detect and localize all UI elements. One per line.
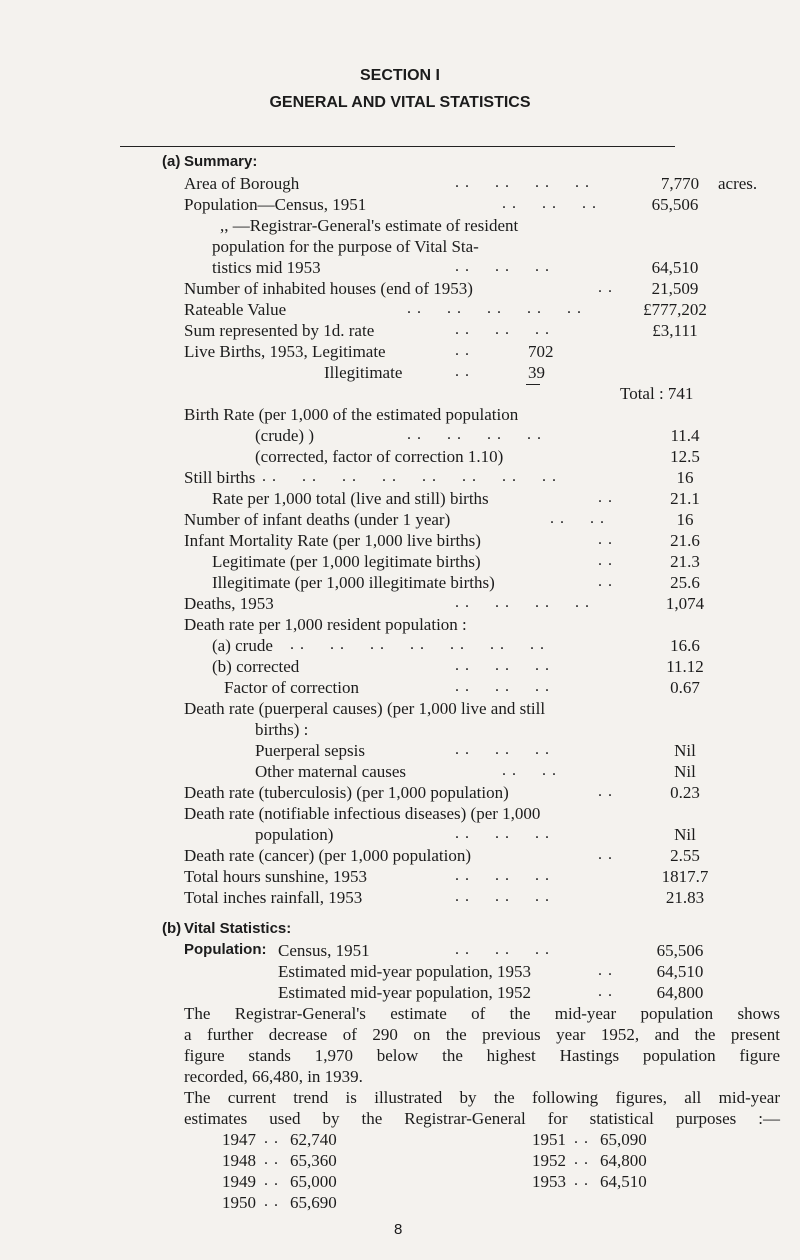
row-label: Death rate (cancer) (per 1,000 population): [184, 846, 471, 865]
row-value: 0.23: [670, 783, 700, 802]
leader-dots: . .: [264, 1193, 279, 1210]
vital-heading: Vital Statistics:: [184, 920, 292, 937]
row-label: Population—Census, 1951: [184, 195, 367, 214]
row-value: 1817.7: [661, 867, 709, 886]
row-label: Infant Mortality Rate (per 1,000 live births): [184, 531, 481, 550]
leader-dots: . . . . . .: [455, 888, 550, 905]
summary-heading: Summary:: [184, 153, 258, 170]
year-label: 1953: [532, 1172, 566, 1191]
row-label: (b) corrected: [212, 657, 300, 676]
leader-dots: . . . . . . . . . . . . . .: [290, 636, 545, 653]
row-label: births) :: [255, 720, 309, 739]
leader-dots: . .: [455, 363, 470, 380]
year-label: 1950: [222, 1193, 256, 1212]
row-value: 64,800: [656, 983, 704, 1002]
year-value: 64,510: [600, 1172, 647, 1191]
leader-dots: . . . . . . . .: [455, 594, 590, 611]
leader-dots: . . . . . . . . . .: [407, 300, 582, 317]
row-label: Death rate per 1,000 resident population :: [184, 615, 467, 634]
leader-dots: . .: [598, 983, 613, 1000]
leader-dots: . .: [574, 1130, 589, 1147]
row-label: Death rate (notifiable infectious diseases) (per 1,000: [184, 804, 541, 823]
row-label: Rateable Value: [184, 300, 287, 319]
leader-dots: . . . . . .: [455, 941, 550, 958]
leader-dots: . . . . . .: [455, 741, 550, 758]
row-value: 0.67: [670, 678, 700, 697]
row-label: Estimated mid-year population, 1952: [278, 983, 532, 1002]
row-label: Census, 1951: [278, 941, 370, 960]
leader-dots: . . . . . .: [455, 321, 550, 338]
leader-dots: . .: [455, 342, 470, 359]
row-label: Puerperal sepsis: [255, 741, 366, 760]
year-value: 64,800: [600, 1151, 647, 1170]
leader-dots: . . . . . .: [455, 678, 550, 695]
row-label: Other maternal causes: [255, 762, 407, 781]
row-label: Total hours sunshine, 1953: [184, 867, 367, 886]
row-label: ,, —Registrar-General's estimate of resident: [220, 216, 519, 235]
row-value: 12.5: [670, 447, 700, 466]
year-value: 65,000: [290, 1172, 337, 1191]
leader-dots: . .: [264, 1151, 279, 1168]
leader-dots: . . . . . .: [502, 195, 597, 212]
leader-dots: . . . . . .: [455, 825, 550, 842]
row-value: 2.55: [670, 846, 700, 865]
row-value: 64,510: [656, 962, 704, 981]
leader-dots: . . . . . . . . . . . . . . . .: [262, 468, 557, 485]
paragraph-line: estimates used by the Registrar-General for statistical purposes :—: [184, 1109, 780, 1128]
row-value: 65,506: [651, 195, 699, 214]
row-value: 11.12: [666, 657, 704, 676]
year-label: 1952: [532, 1151, 566, 1170]
section-b-marker: (b): [162, 920, 182, 937]
row-value: Nil: [674, 741, 696, 760]
row-value: 1,074: [665, 594, 705, 613]
section-label: SECTION I: [359, 67, 440, 84]
row-label: population): [255, 825, 334, 844]
paragraph-line: recorded, 66,480, in 1939.: [184, 1067, 363, 1086]
row-label: Total inches rainfall, 1953: [184, 888, 363, 907]
leader-dots: . .: [598, 573, 613, 590]
section-a-marker: (a): [162, 153, 181, 170]
row-label: tistics mid 1953: [212, 258, 321, 277]
year-label: 1951: [532, 1130, 566, 1149]
row-label: (a) crude: [212, 636, 273, 655]
row-value: £3,111: [652, 321, 698, 340]
leader-dots: . . . . . . . .: [455, 174, 590, 191]
row-label: Live Births, 1953, Legitimate: [184, 342, 386, 361]
row-label: Birth Rate (per 1,000 of the estimated population: [184, 405, 519, 424]
leader-dots: . .: [598, 279, 613, 296]
year-label: 1948: [222, 1151, 256, 1170]
row-label: Factor of correction: [224, 678, 359, 697]
leader-dots: . .: [598, 783, 613, 800]
row-value: 11.4: [670, 426, 700, 445]
leader-dots: . .: [598, 489, 613, 506]
row-label: Area of Borough: [184, 174, 300, 193]
row-label: Death rate (puerperal causes) (per 1,000 live and still: [184, 699, 546, 718]
row-value: 65,506: [656, 941, 704, 960]
sub-value: 39: [528, 363, 545, 382]
paragraph-line: figure stands 1,970 below the highest Hastings population figure: [184, 1046, 780, 1065]
leader-dots: . .: [598, 846, 613, 863]
leader-dots: . . . . . . . .: [407, 426, 542, 443]
row-label: Legitimate (per 1,000 legitimate births): [212, 552, 481, 571]
population-label: Population:: [184, 941, 267, 958]
row-value: 16: [676, 468, 694, 487]
leader-dots: . . . . . .: [455, 867, 550, 884]
year-value: 65,360: [290, 1151, 337, 1170]
leader-dots: . .: [574, 1151, 589, 1168]
leader-dots: . . . .: [550, 510, 605, 527]
row-value: 21,509: [651, 279, 699, 298]
year-label: 1947: [222, 1130, 256, 1149]
row-value: 16: [676, 510, 694, 529]
year-label: 1949: [222, 1172, 256, 1191]
page-title: GENERAL AND VITAL STATISTICS: [269, 94, 531, 111]
row-label: Illegitimate (per 1,000 illegitimate births): [212, 573, 495, 592]
row-value: Nil: [674, 825, 696, 844]
leader-dots: . .: [598, 552, 613, 569]
row-value: 64,510: [651, 258, 699, 277]
year-value: 65,090: [600, 1130, 647, 1149]
leader-dots: . .: [598, 531, 613, 548]
paragraph-line: The Registrar-General's estimate of the mid-year population shows: [184, 1004, 780, 1023]
row-label: Number of infant deaths (under 1 year): [184, 510, 451, 529]
leader-dots: . .: [264, 1172, 279, 1189]
row-label: Sum represented by 1d. rate: [184, 321, 375, 340]
row-label: Deaths, 1953: [184, 594, 274, 613]
leader-dots: . . . . . .: [455, 657, 550, 674]
row-label: Death rate (tuberculosis) (per 1,000 population): [184, 783, 509, 802]
row-label: Estimated mid-year population, 1953: [278, 962, 532, 981]
year-value: 62,740: [290, 1130, 337, 1149]
leader-dots: . .: [574, 1172, 589, 1189]
year-value: 65,690: [290, 1193, 337, 1212]
row-value: £777,202: [643, 300, 707, 319]
sub-value: 702: [528, 342, 554, 361]
unit-label: acres.: [718, 174, 758, 193]
row-value: 16.6: [670, 636, 700, 655]
leader-dots: . .: [598, 962, 613, 979]
row-label: Still births: [184, 468, 256, 487]
row-value: 21.3: [670, 552, 700, 571]
row-label: population for the purpose of Vital Sta-: [212, 237, 479, 256]
row-value: Nil: [674, 762, 696, 781]
leader-dots: . . . . . .: [455, 258, 550, 275]
sum-rule: [526, 384, 540, 385]
births-total: Total : 741: [620, 384, 694, 403]
row-label: (corrected, factor of correction 1.10): [255, 447, 504, 466]
row-label: Rate per 1,000 total (live and still) births: [212, 489, 489, 508]
leader-dots: . .: [264, 1130, 279, 1147]
leader-dots: . . . .: [502, 762, 557, 779]
row-label: Number of inhabited houses (end of 1953): [184, 279, 473, 298]
paragraph-line: The current trend is illustrated by the following figures, all mid-year: [184, 1088, 780, 1107]
row-label: Illegitimate: [324, 363, 403, 382]
row-label: (crude) ): [255, 426, 314, 445]
row-value: 21.1: [670, 489, 700, 508]
paragraph-line: a further decrease of 290 on the previous year 1952, and the present: [184, 1025, 780, 1044]
title-rule: [120, 146, 675, 147]
row-value: 7,770: [660, 174, 700, 193]
row-value: 25.6: [670, 573, 700, 592]
page-number: 8: [394, 1221, 403, 1238]
row-value: 21.83: [665, 888, 705, 907]
row-value: 21.6: [670, 531, 700, 550]
